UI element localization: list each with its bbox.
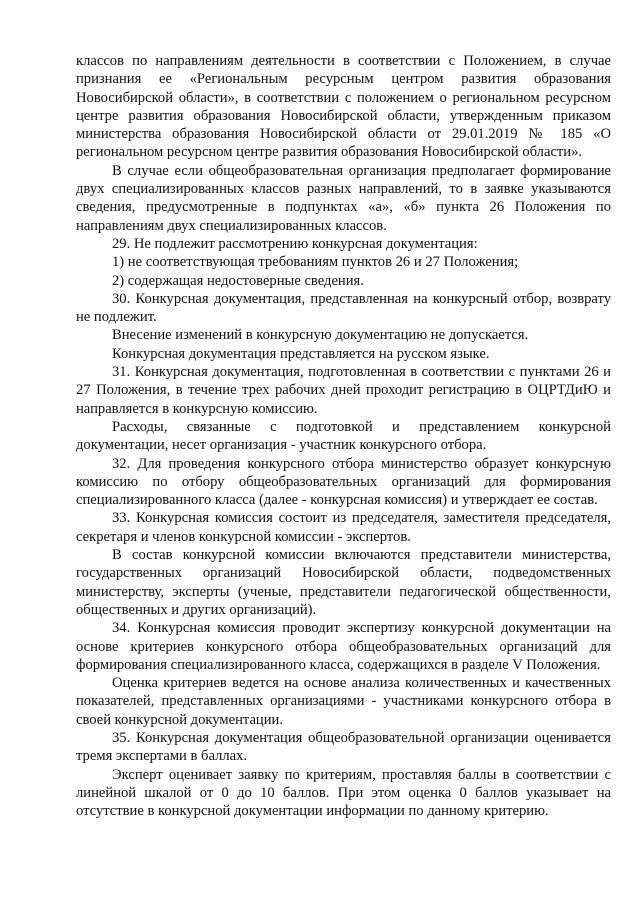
paragraph-29-item-2: 2) содержащая недостоверные сведения. <box>112 272 364 289</box>
paragraph-30: 30. Конкурсная документация, представленная на конкурсный отбор, возврату не подлежит. <box>76 290 611 326</box>
paragraph-criteria-assessment: Оценка критериев ведется на основе анализа количественных и качественных показателей, представленных организациями - участниками конкурсного отбора в своей конкурсной документации. <box>76 675 611 728</box>
paragraph-expenses: Расходы, связанные с подготовкой и представлением конкурсной документации, несет организация - участник конкурсного отбора. <box>76 418 611 454</box>
document-body <box>76 52 611 820</box>
paragraph-31: 31. Конкурсная документация, подготовленная в соответствии с пунктами 26 и 27 Положения, в течение трех рабочих дней проходит регистрацию в ОЦРТДиЮ и направляется в конкурсную комиссию. <box>76 364 611 417</box>
paragraph-34: 34. Конкурсная комиссия проводит экспертизу конкурсной документации на основе критериев конкурсного отбора общеобразовательных организаций для формирования специализированного класса, содержащихся в разделе V Положения. <box>76 620 611 673</box>
paragraph-33: 33. Конкурсная комиссия состоит из председателя, заместителя председателя, секретаря и членов конкурсной комиссии - экспертов. <box>76 510 611 545</box>
paragraph-two-classes: В случае если общеобразовательная организация предполагает формирование двух специализированных классов разных направлений, то в заявке указываются сведения, предусмотренные в подпунктах «а», «б» пункта 26 Положения по направлениям двух специализированных классов. <box>76 162 611 234</box>
paragraph-russian-language: Конкурсная документация представляется на русском языке. <box>112 345 490 362</box>
paragraph-35: 35. Конкурсная документация общеобразовательной организации оценивается тремя экспертами в баллах. <box>76 729 611 765</box>
paragraph-expert-scoring: Эксперт оценивает заявку по критериям, проставляя баллы в соответствии с линейной шкалой от 0 до 10 баллов. При этом оценка 0 баллов указывает на отсутствие в конкурсной документации информации по данному критерию. <box>76 766 611 820</box>
paragraph-continuation: классов по направлениям деятельности в соответствии с Положением, в случае признания ее «Региональным ресурсным центром развития образования Новосибирской области», в соответствии с положением о региональном ресурсном центре развития образования Новосибирской области, утвержденным приказом министерства образования Новосибирской области от 29.01.2019 № 185 «О региональном ресурсном центре развития образования Новосибирской области». <box>76 53 611 161</box>
paragraph-32: 32. Для проведения конкурсного отбора министерство образует конкурсную комиссию по отбору общеобразовательных организаций для формирования специализированного класса (далее - конкурсная комиссия) и утверждает ее состав. <box>76 455 611 509</box>
paragraph-no-changes: Внесение изменений в конкурсную документацию не допускается. <box>112 327 529 344</box>
paragraph-29: 29. Не подлежит рассмотрению конкурсная документация: <box>112 235 478 252</box>
paragraph-commission-members: В состав конкурсной комиссии включаются представители министерства, государственных организаций Новосибирской области, подведомственных министерству, эксперты (ученые, представители педагогической общественности, общественных и других организаций). <box>76 547 611 618</box>
paragraph-29-item-1: 1) не соответствующая требованиям пунктов 26 и 27 Положения; <box>112 254 519 271</box>
